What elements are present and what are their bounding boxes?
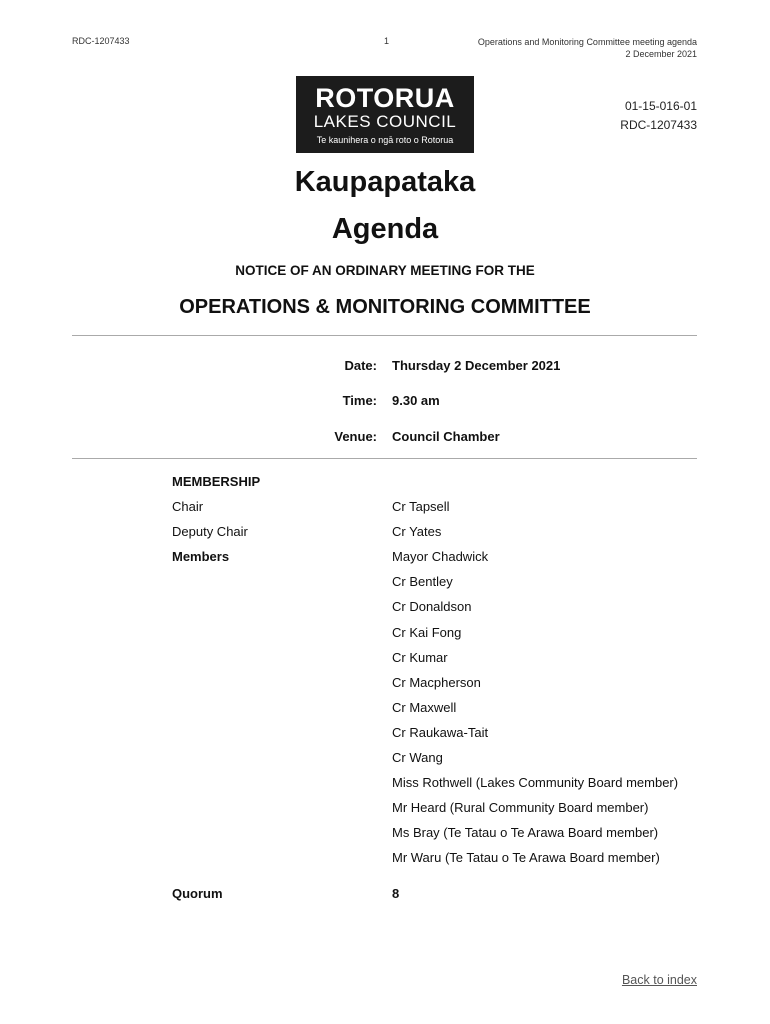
reference-file-no: 01-15-016-01	[624, 99, 697, 113]
reference-block	[620, 97, 697, 135]
member-item: Ms Bray (Te Tatau o Te Arawa Board member)	[392, 825, 659, 840]
reference-doc-id: RDC-1207433	[620, 118, 697, 132]
back-to-index-link[interactable]: Back to index	[621, 973, 697, 987]
venue-value: Council Chamber	[392, 429, 500, 444]
quorum-label: Quorum	[172, 886, 223, 901]
member-item: Cr Kai Fong	[392, 625, 462, 640]
date-label: Date:	[344, 358, 377, 373]
notice-text: NOTICE OF AN ORDINARY MEETING FOR THE	[235, 263, 535, 278]
member-item: Mr Waru (Te Tatau o Te Arawa Board member)	[392, 850, 660, 865]
quorum-value: 8	[392, 886, 400, 901]
member-item: Cr Maxwell	[392, 700, 457, 715]
chair-value: Cr Tapsell	[392, 499, 450, 514]
members-label: Members	[172, 549, 230, 564]
deputy-chair-value: Cr Yates	[392, 524, 442, 539]
member-item: Cr Raukawa-Tait	[392, 725, 489, 740]
time-label: Time:	[342, 393, 377, 408]
logo-line1: ROTORUA	[315, 83, 455, 113]
header-doc-id: RDC-1207433	[72, 36, 130, 46]
membership-heading: MEMBERSHIP	[172, 474, 261, 489]
divider-top	[72, 335, 697, 336]
member-item: Cr Kumar	[392, 650, 448, 665]
logo-line2: LAKES COUNCIL	[313, 112, 457, 131]
member-item: Mr Heard (Rural Community Board member)	[392, 800, 649, 815]
logo-tagline: Te kaunihera o ngā roto o Rotorua	[316, 135, 454, 145]
header-right	[478, 36, 697, 60]
header-date: 2 December 2021	[625, 49, 697, 59]
chair-label: Chair	[172, 499, 204, 514]
time-value: 9.30 am	[392, 393, 440, 408]
header-agenda-title: Operations and Monitoring Committee meeting agenda	[477, 37, 697, 47]
date-value: Thursday 2 December 2021	[392, 358, 561, 373]
member-item: Cr Donaldson	[392, 599, 472, 614]
title-maori: Kaupapataka	[294, 166, 476, 198]
council-logo	[296, 76, 474, 153]
member-item: Mayor Chadwick	[392, 549, 489, 564]
member-item: Cr Bentley	[392, 574, 453, 589]
header-page-number: 1	[384, 36, 390, 46]
deputy-chair-label: Deputy Chair	[172, 524, 248, 539]
member-item: Miss Rothwell (Lakes Community Board member)	[392, 775, 679, 790]
committee-name: OPERATIONS & MONITORING COMMITTEE	[179, 296, 591, 318]
venue-label: Venue:	[334, 429, 377, 444]
title-english: Agenda	[331, 213, 439, 245]
divider-bottom	[72, 458, 697, 459]
member-item: Cr Macpherson	[392, 675, 481, 690]
member-item: Cr Wang	[392, 750, 443, 765]
